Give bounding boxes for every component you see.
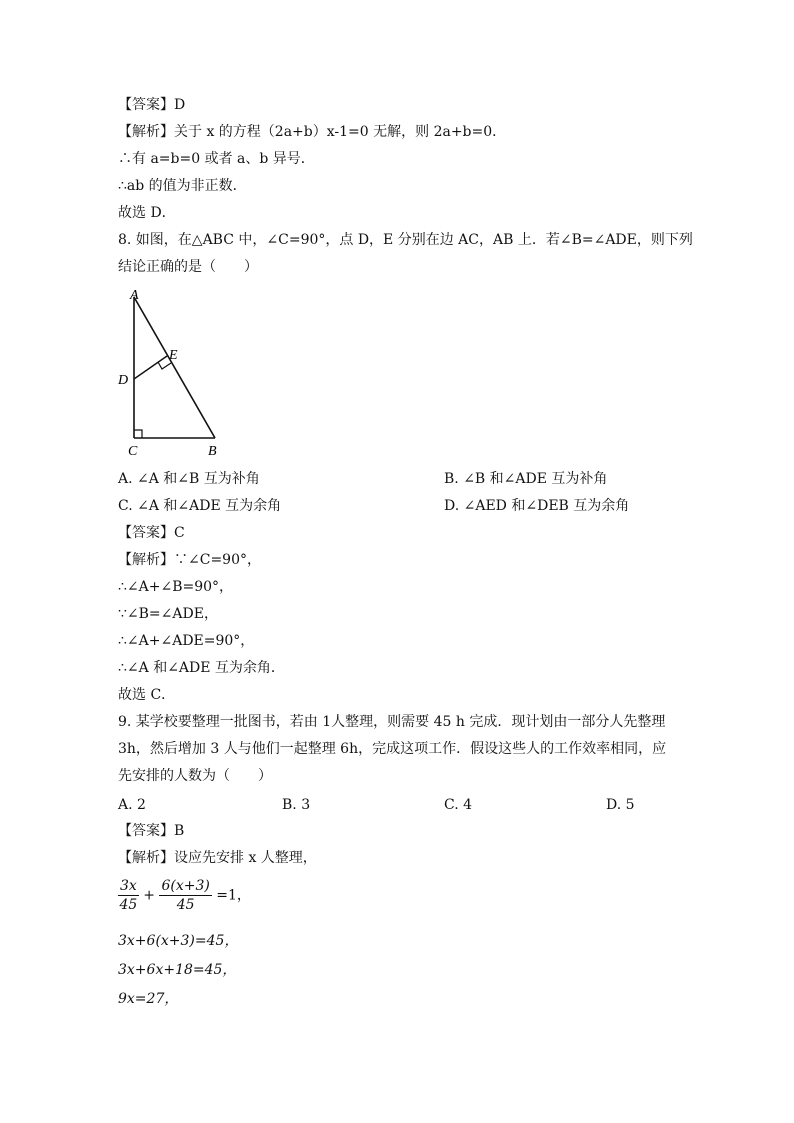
choose-line-q8: 故选 C． (118, 687, 176, 703)
explanation-line-3: ∵∠B=∠ADE， (118, 606, 218, 622)
question-8-line-2: 结论正确的是（ ） (118, 259, 258, 275)
answer-line-q7: 【答案】D (118, 97, 186, 113)
fraction-1 (118, 877, 139, 914)
right-angle-e (158, 362, 171, 369)
equation-3: 3x+6x+18=45， (118, 962, 237, 978)
fraction-1-denominator: 45 (119, 897, 138, 913)
option-c-q8: C. ∠A 和∠ADE 互为余角 (118, 498, 282, 514)
question-9-line-2: 3h，然后增加 3 人与他们一起整理 6h，完成这项工作．假设这些人的工作效率相同，应 (118, 741, 667, 757)
option-b-q8: B. ∠B 和∠ADE 互为补角 (444, 471, 608, 487)
question-8-line-1: 8. 如图，在△ABC 中，∠C=90°，点 D，E 分别在边 AC，AB 上．若∠B=∠ADE，则下列 (118, 232, 693, 248)
answer-line-q8: 【答案】C (118, 525, 185, 541)
option-a-q8: A. ∠A 和∠B 互为补角 (118, 471, 260, 487)
triangle-figure (112, 285, 232, 460)
fraction-2-numerator: 6(x+3) (161, 878, 210, 894)
analysis-line-1: 【解析】关于 x 的方程（2a+b）x-1=0 无解，则 2a+b=0． (118, 124, 507, 140)
right-angle-c (134, 430, 142, 438)
fraction-2 (159, 877, 211, 914)
choose-line-q7: 故选 D． (118, 205, 176, 221)
analysis-line-2: ∴有 a=b=0 或者 a、b 异号． (118, 151, 315, 167)
vertex-label-d: D (118, 373, 129, 388)
equation-2: 3x+6(x+3)=45， (118, 933, 239, 949)
plus-sign: + (143, 887, 155, 904)
solution-line-1: 【解析】设应先安排 x 人整理， (118, 850, 317, 866)
fraction-2-denominator: 45 (176, 897, 195, 913)
answer-line-q9: 【答案】B (118, 823, 185, 839)
vertex-label-e: E (169, 348, 178, 363)
question-9-line-3: 先安排的人数为（ ） (118, 768, 272, 784)
vertex-label-a: A (130, 288, 139, 303)
option-c-q9: C. 4 (444, 797, 473, 813)
explanation-line-2: ∴∠A+∠B=90°， (118, 579, 234, 595)
equation-1 (118, 877, 251, 914)
option-d-q8: D. ∠AED 和∠DEB 互为余角 (444, 498, 630, 514)
side-ab (134, 297, 215, 438)
option-a-q9: A. 2 (118, 797, 146, 813)
equation-4: 9x=27， (118, 991, 179, 1007)
fraction-1-numerator: 3x (120, 878, 137, 894)
equation-1-rhs: =1， (216, 887, 251, 904)
explanation-line-1: 【解析】∵∠C=90°， (118, 552, 261, 568)
analysis-line-3: ∴ab 的值为非正数． (118, 178, 247, 194)
option-d-q9: D. 5 (606, 797, 635, 813)
explanation-line-4: ∴∠A+∠ADE=90°， (118, 633, 255, 649)
vertex-label-b: B (208, 444, 217, 459)
segment-de (134, 356, 167, 379)
option-b-q9: B. 3 (282, 797, 311, 813)
explanation-line-5: ∴∠A 和∠ADE 互为余角． (118, 660, 285, 676)
question-9-line-1: 9. 某学校要整理一批图书，若由 1人整理，则需要 45 h 完成．现计划由一部分人先整理 (118, 714, 666, 730)
vertex-label-c: C (128, 444, 138, 459)
